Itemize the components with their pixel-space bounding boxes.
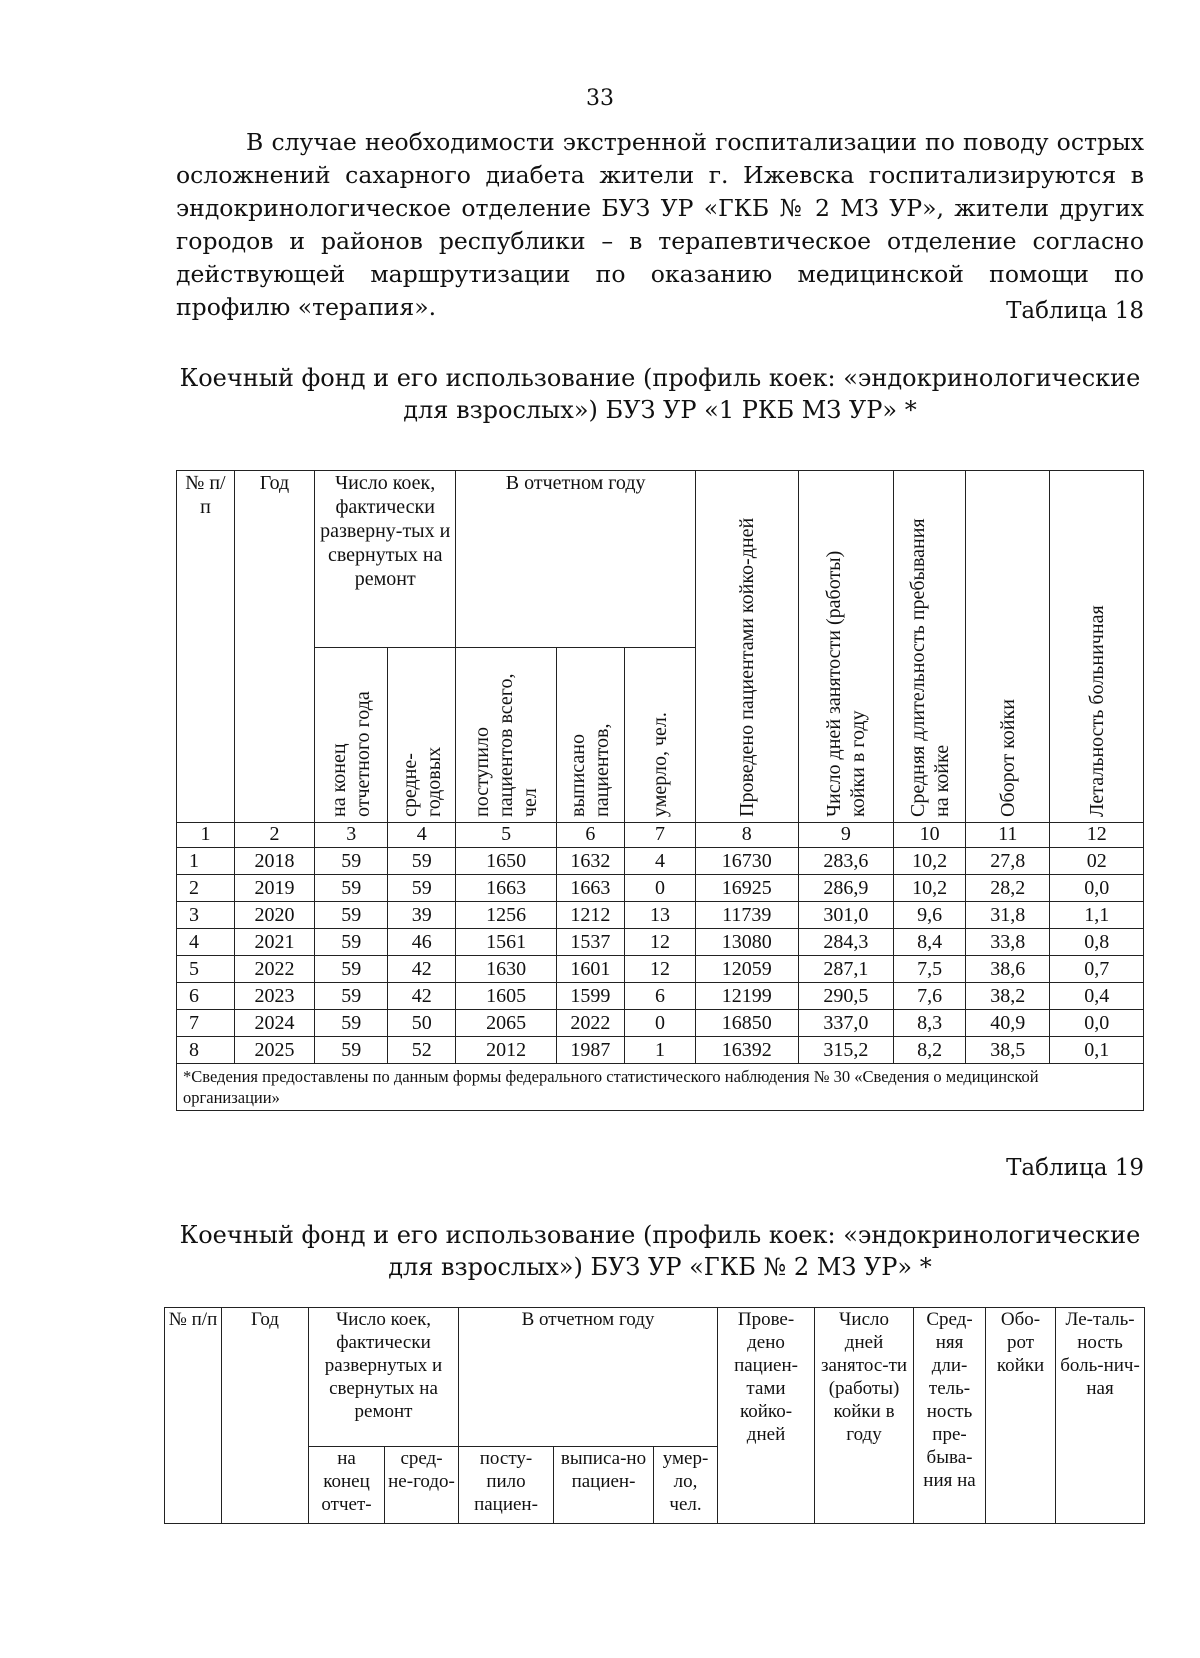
- table-cell: 42: [388, 956, 456, 983]
- t19-header-bed-days: Прове-дено пациен-тами койко-дней: [718, 1308, 815, 1524]
- t19-header-beds: Число коек, фактически развернутых и свернутых на ремонт: [309, 1308, 459, 1447]
- column-number: 4: [388, 823, 456, 848]
- table-19-label: Таблица 19: [1006, 1155, 1144, 1181]
- table-cell: 13080: [696, 929, 799, 956]
- table-cell: 1605: [456, 983, 557, 1010]
- table-cell: 7,6: [894, 983, 966, 1010]
- table-cell: 1: [177, 848, 235, 875]
- header-lethality-text: Летальность больничная: [1085, 605, 1108, 817]
- header-beds: Число коек, фактически разверну-тых и свернутых на ремонт: [315, 471, 456, 648]
- table-cell: 7: [177, 1010, 235, 1037]
- header-occupancy-text: Число дней занятости (работы) койки в году: [822, 550, 869, 817]
- table-cell: 5: [177, 956, 235, 983]
- t19-header-reporting-year: В отчетном году: [459, 1308, 718, 1447]
- table-cell: 287,1: [798, 956, 893, 983]
- column-number: 2: [234, 823, 314, 848]
- t19-header-lethality: Ле-таль-ность боль-нич-ная: [1056, 1308, 1145, 1524]
- table-cell: 40,9: [966, 1010, 1050, 1037]
- header-reporting-year: В отчетном году: [456, 471, 696, 648]
- table-19-title: Коечный фонд и его использование (профиль коек: «эндокринологические для взрослых») БУЗ УР «ГКБ № 2 МЗ УР» *: [179, 1221, 1141, 1281]
- body-paragraph: В случае необходимости экстренной госпитализации по поводу острых осложнений сахарного диабета жители г. Ижевска госпитализируются в эндокринологическое отделение БУЗ УР «ГКБ № 2 МЗ УР», жители других городов и районов республики – в терапевтическое отделение согласно действующей маршрутизации по оказанию медицинской помощи по профилю «терапия».: [176, 128, 1144, 321]
- column-number: 11: [966, 823, 1050, 848]
- table-row: [177, 956, 1144, 983]
- column-number: 3: [315, 823, 388, 848]
- table-cell: 0: [624, 875, 695, 902]
- table-cell: 1663: [456, 875, 557, 902]
- table-cell: 27,8: [966, 848, 1050, 875]
- table-cell: 0: [624, 1010, 695, 1037]
- t19-header-admitted: посту-пило пациен-: [459, 1447, 554, 1524]
- column-number-row: [177, 823, 1144, 848]
- table-cell: 2019: [234, 875, 314, 902]
- table-cell: 12: [624, 929, 695, 956]
- table-cell: 42: [388, 983, 456, 1010]
- table-cell: 6: [624, 983, 695, 1010]
- table-cell: 4: [624, 848, 695, 875]
- table-cell: 6: [177, 983, 235, 1010]
- column-number: 1: [177, 823, 235, 848]
- table-cell: 2018: [234, 848, 314, 875]
- t19-header-occupancy: Число дней занятос-ти (работы) койки в году: [815, 1308, 914, 1524]
- column-number: 10: [894, 823, 966, 848]
- column-number: 5: [456, 823, 557, 848]
- table-cell: 1663: [556, 875, 624, 902]
- header-occupancy: [798, 471, 893, 823]
- table-cell: 301,0: [798, 902, 893, 929]
- table-cell: 59: [315, 902, 388, 929]
- header-num: № п/п: [177, 471, 235, 823]
- table-cell: 2020: [234, 902, 314, 929]
- t19-header-beds-end: на конец отчет-: [309, 1447, 385, 1524]
- t19-header-avg-stay: Сред-няя дли-тель-ность пре-быва-ния на: [914, 1308, 986, 1524]
- table-cell: 59: [388, 848, 456, 875]
- table-cell: 12199: [696, 983, 799, 1010]
- table-cell: 0,1: [1050, 1037, 1144, 1064]
- table-cell: 8,4: [894, 929, 966, 956]
- column-number: 8: [696, 823, 799, 848]
- table-row: [177, 983, 1144, 1010]
- column-number: 12: [1050, 823, 1144, 848]
- table-cell: 02: [1050, 848, 1144, 875]
- header-admitted-text: поступило пациентов всего, чел: [471, 673, 542, 817]
- header-beds-avg: [388, 648, 456, 823]
- table-cell: 0,8: [1050, 929, 1144, 956]
- bed-fund-table-gkb2: [164, 1307, 1145, 1524]
- table-row: [177, 929, 1144, 956]
- table-cell: 0,7: [1050, 956, 1144, 983]
- table-row: [177, 1037, 1144, 1064]
- table-cell: 2022: [234, 956, 314, 983]
- column-number: 9: [798, 823, 893, 848]
- t19-header-beds-avg: сред-не-годо-: [385, 1447, 459, 1524]
- table-18-label: Таблица 18: [1006, 298, 1144, 324]
- table-row: [177, 902, 1144, 929]
- table-cell: 286,9: [798, 875, 893, 902]
- table-row: [177, 848, 1144, 875]
- table-cell: 3: [177, 902, 235, 929]
- table-cell: 1212: [556, 902, 624, 929]
- t19-header-died: умер-ло, чел.: [654, 1447, 718, 1524]
- header-avg-stay-text: Средняя длительность пребывания на койке: [906, 518, 953, 817]
- table-cell: 1650: [456, 848, 557, 875]
- table-cell: 0,0: [1050, 875, 1144, 902]
- table-cell: 59: [315, 983, 388, 1010]
- table-cell: 59: [315, 875, 388, 902]
- table-cell: 59: [315, 956, 388, 983]
- table-cell: 59: [315, 1010, 388, 1037]
- table-cell: 337,0: [798, 1010, 893, 1037]
- table-cell: 16730: [696, 848, 799, 875]
- header-admitted: [456, 648, 557, 823]
- table-cell: 52: [388, 1037, 456, 1064]
- table-cell: 1561: [456, 929, 557, 956]
- table-cell: 0,0: [1050, 1010, 1144, 1037]
- table-cell: 16925: [696, 875, 799, 902]
- t19-header-num: № п/п: [165, 1308, 222, 1524]
- table-cell: 284,3: [798, 929, 893, 956]
- page-number: 33: [586, 86, 614, 111]
- table-cell: 13: [624, 902, 695, 929]
- table-18-footnote: *Сведения предоставлены по данным формы федерального статистического наблюдения № 30 «Сведения о медицинской организации»: [177, 1064, 1144, 1111]
- table-cell: 315,2: [798, 1037, 893, 1064]
- table-cell: 2: [177, 875, 235, 902]
- table-cell: 50: [388, 1010, 456, 1037]
- header-bed-days-text: Проведено пациентами койко-дней: [735, 517, 758, 817]
- header-turnover: [966, 471, 1050, 823]
- table-cell: 12059: [696, 956, 799, 983]
- table-cell: 46: [388, 929, 456, 956]
- table-cell: 1987: [556, 1037, 624, 1064]
- table-cell: 2021: [234, 929, 314, 956]
- header-beds-end-text: на конец отчетного года: [328, 691, 375, 817]
- table-cell: 10,2: [894, 875, 966, 902]
- header-year: Год: [234, 471, 314, 823]
- header-beds-avg-text: средне-годовых: [398, 746, 445, 817]
- table-cell: 2023: [234, 983, 314, 1010]
- table-cell: 2025: [234, 1037, 314, 1064]
- table-cell: 33,8: [966, 929, 1050, 956]
- table-cell: 2022: [556, 1010, 624, 1037]
- header-beds-end: [315, 648, 388, 823]
- table-cell: 59: [315, 848, 388, 875]
- header-died: [624, 648, 695, 823]
- t19-header-year: Год: [222, 1308, 309, 1524]
- table-cell: 38,2: [966, 983, 1050, 1010]
- table-cell: 59: [315, 929, 388, 956]
- table-cell: 1630: [456, 956, 557, 983]
- table-cell: 59: [388, 875, 456, 902]
- table-cell: 1632: [556, 848, 624, 875]
- table-cell: 16392: [696, 1037, 799, 1064]
- table-cell: 2024: [234, 1010, 314, 1037]
- table-18-title: Коечный фонд и его использование (профиль коек: «эндокринологические для взрослых») БУЗ УР «1 РКБ МЗ УР» *: [179, 364, 1141, 424]
- table-cell: 39: [388, 902, 456, 929]
- table-cell: 59: [315, 1037, 388, 1064]
- t19-header-turnover: Обо-рот койки: [986, 1308, 1056, 1524]
- table-cell: 16850: [696, 1010, 799, 1037]
- table-cell: 31,8: [966, 902, 1050, 929]
- header-discharged: [556, 648, 624, 823]
- table-cell: 290,5: [798, 983, 893, 1010]
- table-cell: 1599: [556, 983, 624, 1010]
- header-bed-days: [696, 471, 799, 823]
- table-cell: 38,5: [966, 1037, 1050, 1064]
- table-cell: 11739: [696, 902, 799, 929]
- header-lethality: [1050, 471, 1144, 823]
- table-cell: 1601: [556, 956, 624, 983]
- header-died-text: умерло, чел.: [648, 712, 671, 817]
- table-cell: 0,4: [1050, 983, 1144, 1010]
- t19-header-discharged: выписа-но пациен-: [554, 1447, 654, 1524]
- column-number: 7: [624, 823, 695, 848]
- table-cell: 28,2: [966, 875, 1050, 902]
- table-cell: 7,5: [894, 956, 966, 983]
- table-row: [177, 1010, 1144, 1037]
- table-cell: 2012: [456, 1037, 557, 1064]
- bed-fund-table-1rkb: [176, 470, 1144, 1111]
- table-cell: 8,2: [894, 1037, 966, 1064]
- column-number: 6: [556, 823, 624, 848]
- table-cell: 1: [624, 1037, 695, 1064]
- table-cell: 1537: [556, 929, 624, 956]
- table-cell: 8,3: [894, 1010, 966, 1037]
- table-row: [177, 875, 1144, 902]
- table-cell: 10,2: [894, 848, 966, 875]
- table-cell: 1,1: [1050, 902, 1144, 929]
- header-discharged-text: выписано пациентов,: [567, 723, 614, 817]
- table-cell: 38,6: [966, 956, 1050, 983]
- table-cell: 1256: [456, 902, 557, 929]
- header-avg-stay: [894, 471, 966, 823]
- table-cell: 4: [177, 929, 235, 956]
- header-turnover-text: Оборот койки: [996, 699, 1019, 817]
- table-cell: 12: [624, 956, 695, 983]
- table-cell: 2065: [456, 1010, 557, 1037]
- table-cell: 9,6: [894, 902, 966, 929]
- table-cell: 8: [177, 1037, 235, 1064]
- table-18-body: [177, 848, 1144, 1064]
- table-cell: 283,6: [798, 848, 893, 875]
